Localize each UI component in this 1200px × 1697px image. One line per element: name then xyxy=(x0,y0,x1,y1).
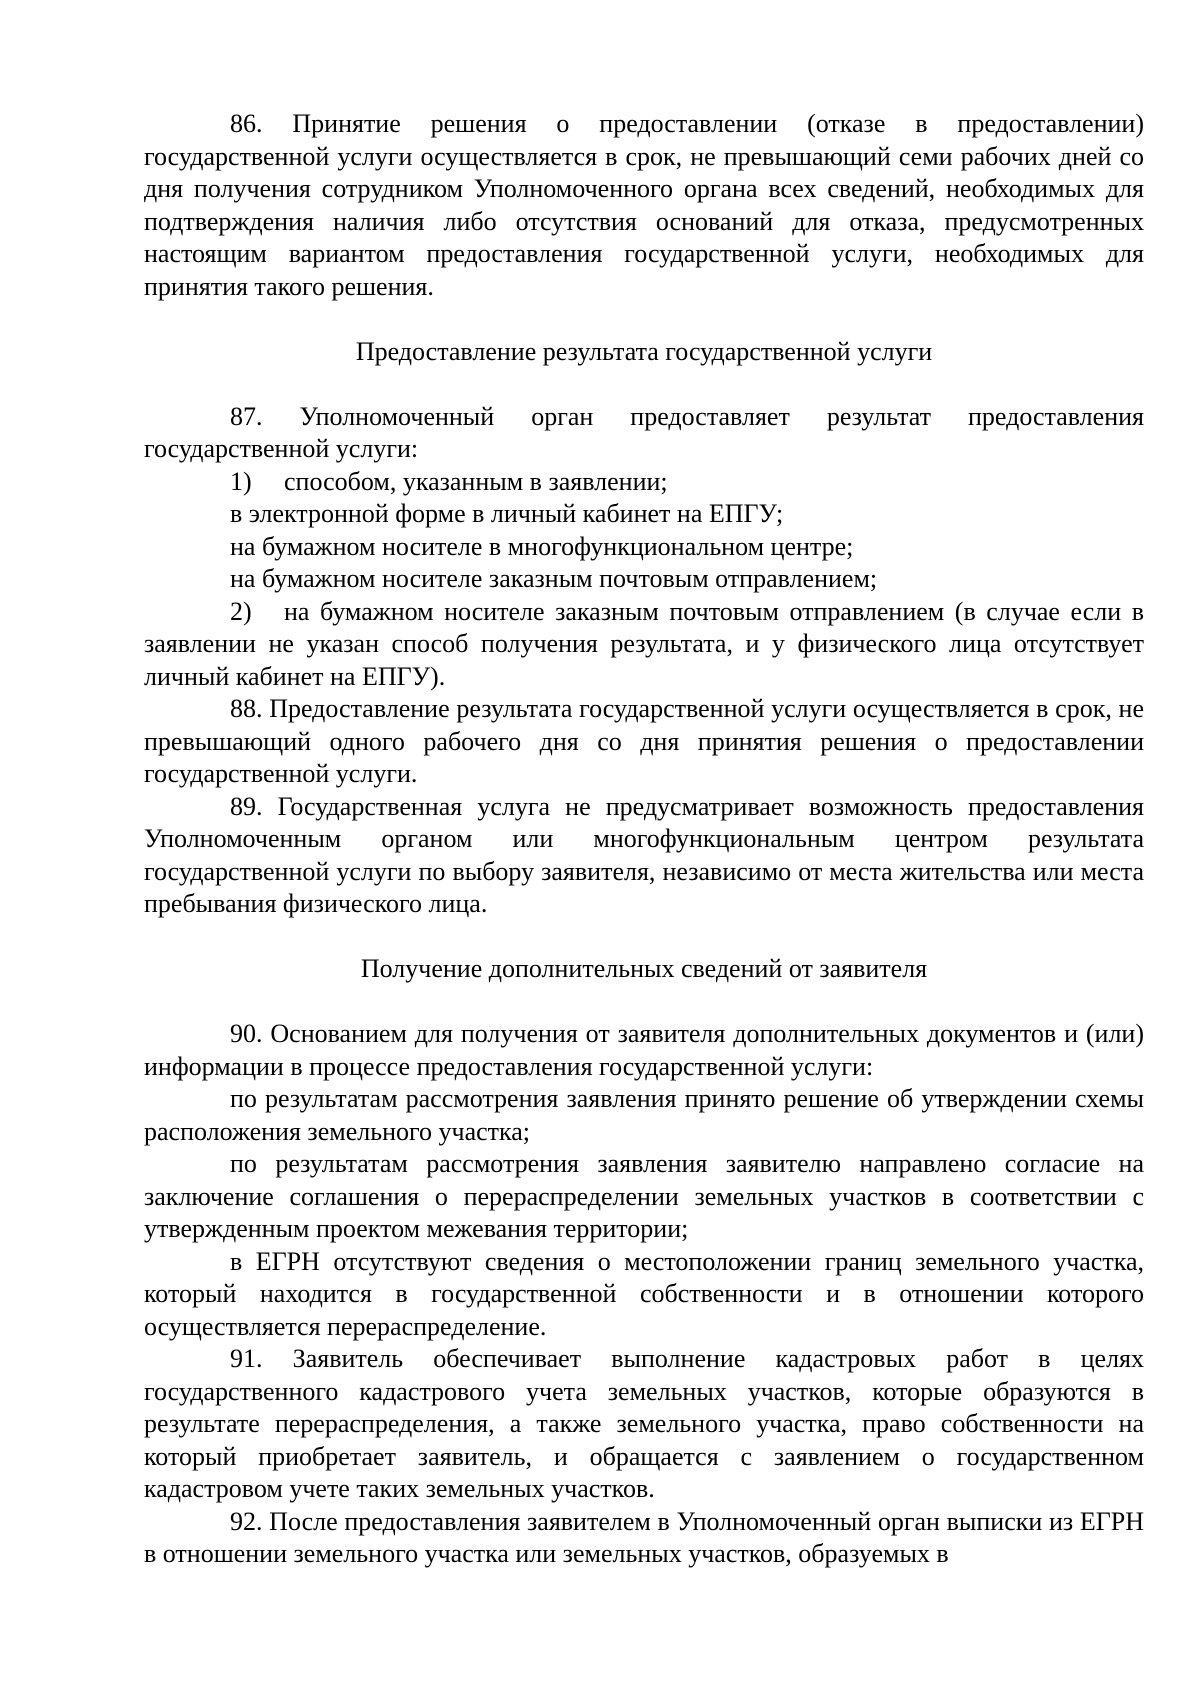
paragraph-90-case-b: по результатам рассмотрения заявления заявителю направлено согласие на заключение соглашения о перераспределении земельных участков в соответствии с утвержденным проектом межевания территории; xyxy=(144,1149,1144,1243)
list-item-1-number: 1) xyxy=(230,466,252,496)
paragraph-92: 92. После предоставления заявителем в Уполномоченный орган выписки из ЕГРН в отношении земельного участка или земельных участков, образуемых в xyxy=(144,1506,1144,1568)
list-item-1 xyxy=(230,466,1144,499)
paragraph-90-case-a: по результатам рассмотрения заявления принято решение об утверждении схемы расположения земельного участка; xyxy=(144,1084,1144,1146)
list-item-1-option-electronic: в электронной форме в личный кабинет на ЕПГУ; xyxy=(230,499,784,528)
paragraph-88: 88. Предоставление результата государственной услуги осуществляется в срок, не превышающий одного рабочего дня со дня принятия решения о предоставлении государственной услуги. xyxy=(144,694,1144,788)
section-heading-result: Предоставление результата государственной услуги xyxy=(355,336,933,366)
section-heading-additional: Получение дополнительных сведений от заявителя xyxy=(360,954,928,983)
paragraph-90-case-c: в ЕГРН отсутствуют сведения о местоположении границ земельного участка, который находится в государственной собственности и в отношении которого осуществляется перераспределение. xyxy=(144,1246,1144,1341)
list-item-2 xyxy=(144,596,1144,694)
paragraph-89: 89. Государственная услуга не предусматривает возможность предоставления Уполномоченным органом или многофункциональным центром результата государственной услуги по выбору заявителя, независимо от места жительства или места пребывания физического лица. xyxy=(144,791,1144,918)
list-item-1-option-mfc: на бумажном носителе в многофункциональном центре; xyxy=(230,531,854,561)
paragraph-90: 90. Основанием для получения от заявителя дополнительных документов и (или) информации в процессе предоставления государственной услуги: xyxy=(144,1019,1144,1081)
spacer xyxy=(144,303,1144,336)
list-item-2-number: 2) xyxy=(230,596,252,626)
paragraph-86: 86. Принятие решения о предоставлении (отказе в предоставлении) государственной услуги осуществляется в срок, не превышающий семи рабочих дней со дня получения сотрудником Уполномоченного органа всех сведений, необходимых для подтверждения наличия либо отсутствия оснований для отказа, предусмотренных настоящим вариантом предоставления государственной услуги, необходимых для принятия такого решения. xyxy=(144,109,1144,301)
list-item-1-text: способом, указанным в заявлении; xyxy=(284,466,668,496)
list-item-1-option-mail: на бумажном носителе заказным почтовым отправлением; xyxy=(230,564,878,593)
paragraph-87: 87. Уполномоченный орган предоставляет результат предоставления государственной услуги: xyxy=(144,401,1144,463)
spacer xyxy=(144,986,1144,1019)
spacer xyxy=(144,921,1144,954)
document-body xyxy=(144,108,1144,1571)
list-item-2-text: на бумажном носителе заказным почтовым отправлением (в случае если в заявлении не указан способ получения результата, и у физического лица отсутствует личный кабинет на ЕПГУ). xyxy=(144,596,1144,691)
paragraph-91: 91. Заявитель обеспечивает выполнение кадастровых работ в целях государственного кадастрового учета земельных участков, которые образуются в результате перераспределения, а также земельного участка, право собственности на который приобретает заявитель, и обращается с заявлением о государственном кадастровом учете таких земельных участков. xyxy=(144,1344,1144,1503)
spacer xyxy=(144,368,1144,401)
